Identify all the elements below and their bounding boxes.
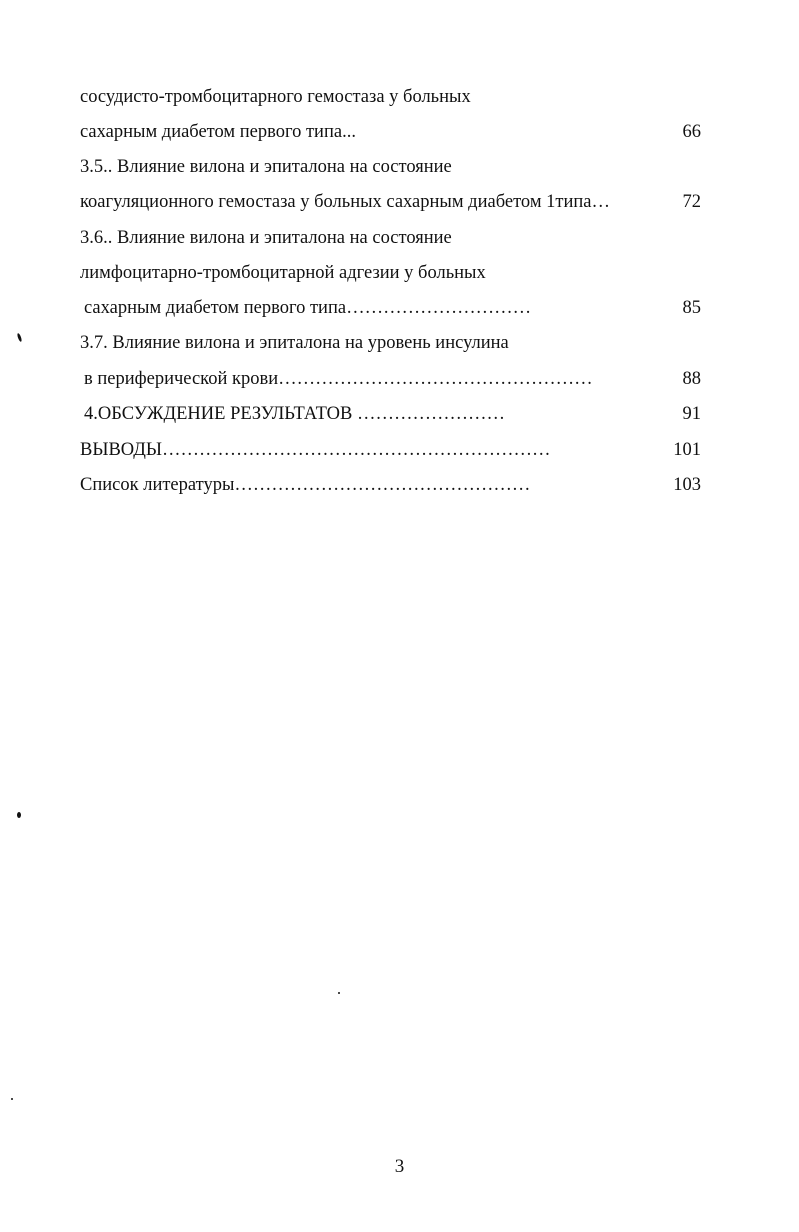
toc-line-text: 3.7. Влияние вилона и эпиталона на уровень инсулина — [80, 333, 509, 353]
toc-line-text: коагуляционного гемостаза у больных сахарным диабетом 1типа… — [80, 192, 610, 212]
toc-line-text: 4.ОБСУЖДЕНИЕ РЕЗУЛЬТАТОВ …………………… — [84, 404, 505, 424]
toc-line-text: в периферической крови…………………………………………… — [84, 369, 593, 389]
toc-line-text: 3.6.. Влияние вилона и эпиталона на состояние — [80, 228, 452, 248]
toc-page-number: 101 — [673, 440, 701, 460]
scan-speck — [17, 812, 21, 818]
toc-line — [0, 152, 799, 182]
toc-line — [0, 187, 799, 217]
scan-speck — [338, 992, 340, 994]
scan-speck — [11, 1098, 13, 1100]
toc-line-text: 3.5.. Влияние вилона и эпиталона на состояние — [80, 157, 452, 177]
toc-line — [0, 399, 799, 429]
toc-line — [0, 293, 799, 323]
toc-line — [0, 328, 799, 358]
toc-line-text: ВЫВОДЫ……………………………………………………… — [80, 440, 551, 460]
toc-line — [0, 223, 799, 253]
page-number: 3 — [394, 1156, 405, 1177]
toc-line — [0, 364, 799, 394]
toc-line-text: сахарным диабетом первого типа………………………… — [84, 298, 532, 318]
toc-line-text: сахарным диабетом первого типа... — [80, 122, 356, 142]
toc-line-text: лимфоцитарно-тромбоцитарной адгезии у больных — [80, 263, 486, 283]
toc-page-number: 85 — [682, 298, 701, 318]
toc-page-number: 88 — [682, 369, 701, 389]
toc-line — [0, 470, 799, 500]
toc-line-text: Список литературы………………………………………… — [80, 475, 531, 495]
toc-line — [0, 258, 799, 288]
toc-line — [0, 435, 799, 465]
toc-page-number: 103 — [673, 475, 701, 495]
toc-page-number: 72 — [682, 192, 701, 212]
toc-line — [0, 117, 799, 147]
toc-line-text: сосудисто-тромбоцитарного гемостаза у больных — [80, 87, 471, 107]
toc-page-number: 66 — [682, 122, 701, 142]
toc-page-number: 91 — [682, 404, 701, 424]
toc-line — [0, 82, 799, 112]
